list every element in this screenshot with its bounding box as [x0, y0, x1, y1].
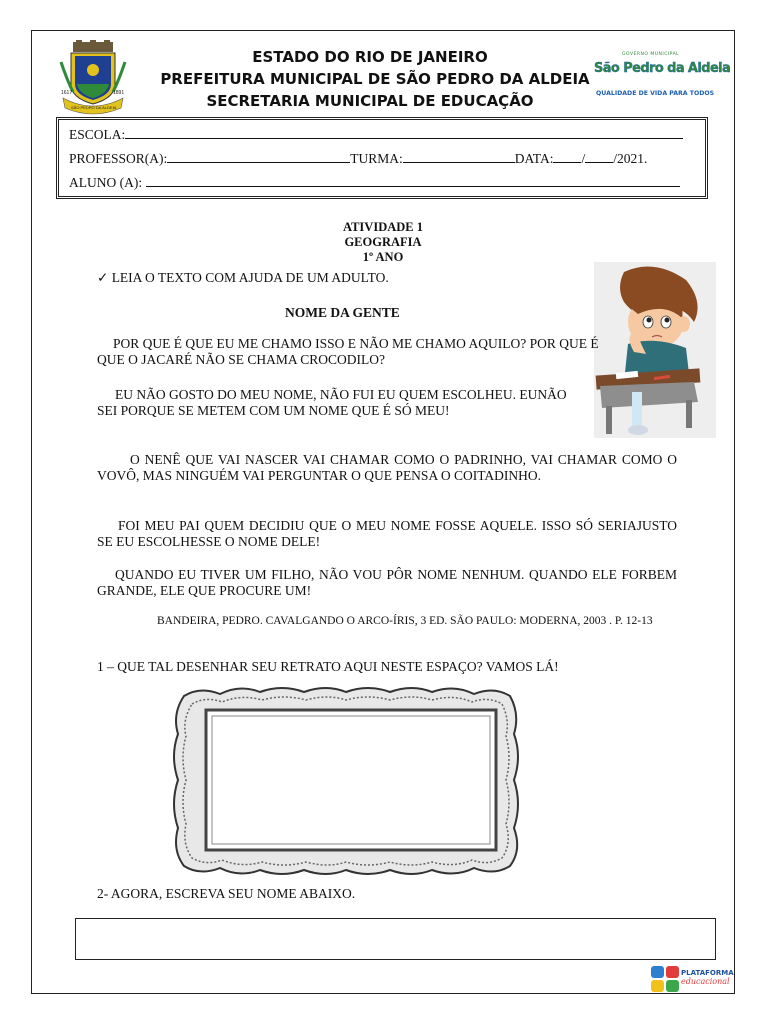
instruction-text: LEIA O TEXTO COM AJUDA DE UM ADULTO.: [111, 270, 389, 285]
school-line: [69, 126, 683, 143]
checkmark-icon: ✓: [97, 270, 109, 285]
logo-top-text: GOVERNO MUNICIPAL: [622, 52, 680, 57]
logo-slogan: QUALIDADE DE VIDA PARA TODOS: [596, 90, 715, 97]
header-secretariat: SECRETARIA MUNICIPAL DE EDUCAÇÃO: [206, 92, 534, 110]
logo-name: São Pedro da Aldeia: [594, 61, 731, 76]
student-field[interactable]: [146, 174, 680, 187]
paragraph-2: EU NÃO GOSTO DO MEU NOME, NÃO FUI EU QUEM ESCOLHEU. EUNÃO SEI PORQUE SE METEM COM UM NOME QUE É SÓ MEU!: [97, 387, 567, 418]
teacher-field[interactable]: [167, 150, 350, 163]
footer-logo-line1: PLATAFORMA: [681, 969, 734, 977]
crest-year-right: 1891: [113, 90, 125, 96]
thinking-boy-illustration: [594, 262, 716, 438]
header-state: ESTADO DO RIO DE JANEIRO: [252, 48, 488, 66]
class-label: TURMA:: [350, 151, 403, 166]
header-prefecture: PREFEITURA MUNICIPAL DE SÃO PEDRO DA ALDEIA: [160, 70, 590, 88]
question-2: 2- AGORA, ESCREVA SEU NOME ABAIXO.: [97, 886, 356, 901]
footer-logo-line2: educacional: [681, 977, 730, 986]
activity-subject: GEOGRAFIA: [344, 235, 422, 249]
paragraph-3: O NENÊ QUE VAI NASCER VAI CHAMAR COMO O PADRINHO, VAI CHAMAR COMO O VOVÔ, MAS NINGUÉM VAI PERGUNTAR O QUE PENSA O COITADINHO.: [97, 452, 677, 483]
date-label: DATA:: [514, 151, 554, 166]
date-day-field[interactable]: [553, 150, 581, 163]
sao-pedro-logo: [594, 52, 731, 102]
paragraph-5: QUANDO EU TIVER UM FILHO, NÃO VOU PÔR NOME NENHUM. QUANDO ELE FORBEM GRANDE, ELE QUE PROCURE UM!: [97, 567, 677, 598]
activity-title: ATIVIDADE 1: [343, 220, 423, 234]
teacher-label: PROFESSOR(A):: [69, 151, 168, 166]
class-field[interactable]: [403, 150, 515, 163]
citation: BANDEIRA, PEDRO. CAVALGANDO O ARCO-ÍRIS, 3 ED. SÃO PAULO: MODERNA, 2003 . P. 12-13: [157, 615, 653, 627]
paragraph-4: FOI MEU PAI QUEM DECIDIU QUE O MEU NOME FOSSE AQUELE. ISSO SÓ SERIAJUSTO SE EU ESCOLHESSE O NOME DELE!: [97, 518, 677, 549]
school-label: ESCOLA:: [69, 127, 126, 142]
name-answer-box[interactable]: [75, 918, 716, 960]
school-field[interactable]: [125, 126, 683, 139]
crest-ribbon-text: SÃO PEDRO DA ALDEIA: [71, 105, 117, 110]
teacher-line: PROFESSOR(A): TURMA: DATA: / /2021.: [69, 151, 648, 166]
paragraph-1: POR QUE É QUE EU ME CHAMO ISSO E NÃO ME CHAMO AQUILO? POR QUE É QUE O JACARÉ NÃO SE CHAMA CROCODILO?: [97, 336, 599, 367]
student-line: [69, 174, 680, 191]
text-title: NOME DA GENTE: [285, 305, 400, 320]
question-1: 1 – QUE TAL DESENHAR SEU RETRATO AQUI NESTE ESPAÇO? VAMOS LÁ!: [97, 659, 559, 674]
crest-year-left: 1617: [61, 90, 73, 96]
plataforma-educacional-logo: [651, 963, 735, 995]
student-info-form: [58, 119, 706, 197]
student-label: ALUNO (A):: [69, 175, 143, 190]
municipal-crest-logo: [57, 40, 129, 116]
instruction: [97, 270, 389, 286]
date-month-field[interactable]: [585, 150, 613, 163]
portrait-drawing-frame[interactable]: [170, 684, 522, 878]
date-year: /2021.: [613, 151, 648, 166]
activity-grade: 1º ANO: [362, 250, 404, 264]
